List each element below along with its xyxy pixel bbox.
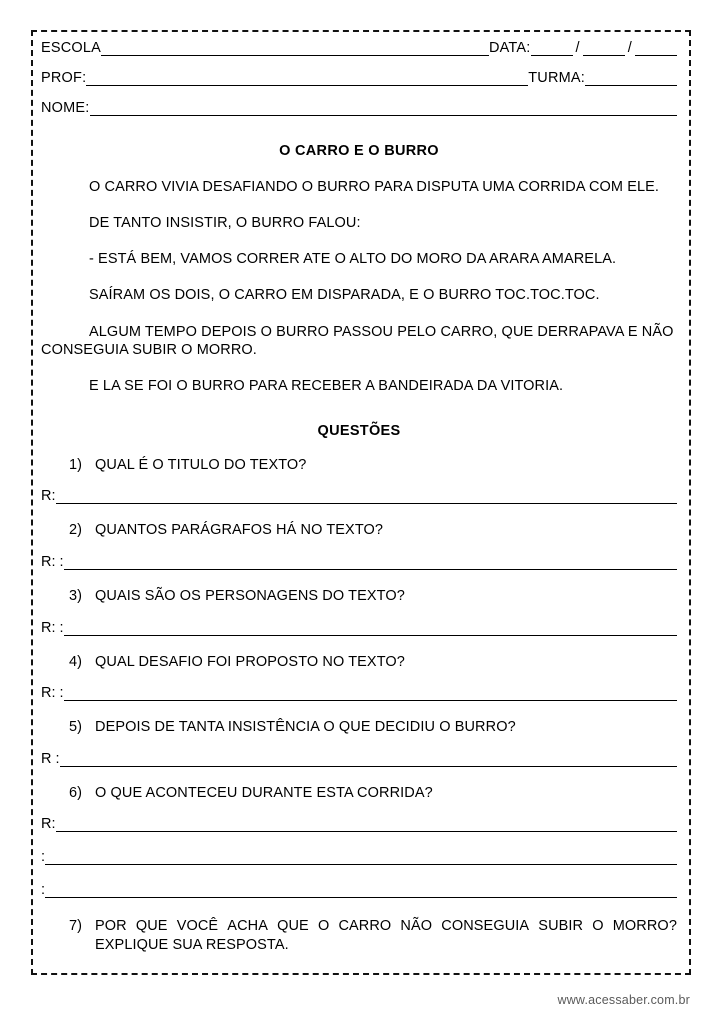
answer-input-line[interactable] bbox=[45, 851, 677, 865]
question-text-line-2: EXPLIQUE SUA RESPOSTA. bbox=[95, 936, 289, 953]
question-text: QUAL É O TITULO DO TEXTO? bbox=[95, 456, 307, 473]
answer-label: R : bbox=[41, 750, 60, 767]
story-paragraph: ALGUM TEMPO DEPOIS O BURRO PASSOU PELO CARRO, QUE DERRAPAVA E NÃO CONSEGUIA SUBIR O MORRO. bbox=[41, 323, 674, 358]
answer-row bbox=[41, 849, 677, 866]
answer-label: : bbox=[41, 849, 46, 866]
question-text: O QUE ACONTECEU DURANTE ESTA CORRIDA? bbox=[95, 784, 433, 801]
date-separator-1: / bbox=[575, 40, 580, 56]
answer-label: : bbox=[41, 882, 46, 899]
question-number: 6) bbox=[69, 784, 83, 801]
prof-label: PROF: bbox=[41, 70, 87, 86]
answer-input-line[interactable] bbox=[64, 556, 677, 570]
answer-row bbox=[41, 554, 677, 571]
story-paragraph: E LA SE FOI O BURRO PARA RECEBER A BANDEIRADA DA VITORIA. bbox=[89, 377, 564, 394]
question-number: 4) bbox=[69, 653, 83, 670]
question-number: 5) bbox=[69, 719, 83, 736]
story-paragraph: O CARRO VIVIA DESAFIANDO O BURRO PARA DISPUTA UMA CORRIDA COM ELE. bbox=[89, 179, 660, 195]
question-item bbox=[41, 653, 677, 672]
question-item bbox=[41, 456, 677, 475]
question-number: 3) bbox=[69, 587, 83, 604]
answer-label: R: bbox=[41, 488, 56, 505]
answer-input-line[interactable] bbox=[60, 753, 677, 767]
date-separator-2: / bbox=[627, 40, 632, 56]
question-text-line-1: POR QUE VOCÊ ACHA QUE O CARRO NÃO CONSEGUIA SUBIR O MORRO? bbox=[95, 918, 677, 935]
prof-input-line[interactable] bbox=[86, 72, 528, 86]
answer-input-line[interactable] bbox=[64, 622, 677, 636]
nome-label: NOME: bbox=[41, 100, 90, 116]
question-text: QUAL DESAFIO FOI PROPOSTO NO TEXTO? bbox=[95, 653, 405, 670]
worksheet-content bbox=[31, 30, 691, 975]
answer-label: R: : bbox=[41, 553, 64, 570]
question-item bbox=[41, 521, 677, 540]
question-number: 1) bbox=[69, 456, 83, 473]
question-text: QUANTOS PARÁGRAFOS HÁ NO TEXTO? bbox=[95, 522, 384, 539]
escola-label: ESCOLA bbox=[41, 40, 102, 56]
answer-row bbox=[41, 488, 677, 505]
question-number: 7) bbox=[69, 918, 83, 935]
story-paragraph: SAÍRAM OS DOIS, O CARRO EM DISPARADA, E O BURRO TOC.TOC.TOC. bbox=[89, 287, 600, 304]
answer-row bbox=[41, 685, 677, 702]
nome-input-line[interactable] bbox=[90, 102, 677, 116]
question-text: DEPOIS DE TANTA INSISTÊNCIA O QUE DECIDIU O BURRO? bbox=[95, 719, 516, 736]
question-item bbox=[41, 917, 677, 954]
question-item bbox=[41, 784, 677, 803]
story-paragraph: DE TANTO INSISTIR, O BURRO FALOU: bbox=[89, 215, 361, 232]
answer-label: R: : bbox=[41, 619, 64, 636]
answer-row bbox=[41, 620, 677, 637]
data-year-input-line[interactable] bbox=[635, 42, 677, 56]
answer-row bbox=[41, 816, 677, 833]
data-month-input-line[interactable] bbox=[583, 42, 625, 56]
turma-input-line[interactable] bbox=[585, 72, 677, 86]
turma-label: TURMA: bbox=[528, 70, 585, 86]
answer-input-line[interactable] bbox=[45, 884, 677, 898]
answer-input-line[interactable] bbox=[56, 490, 678, 504]
answer-row bbox=[41, 882, 677, 899]
header-row-escola-data bbox=[41, 40, 677, 57]
question-text: QUAIS SÃO OS PERSONAGENS DO TEXTO? bbox=[95, 587, 405, 604]
story-title: O CARRO E O BURRO bbox=[279, 143, 439, 159]
question-text bbox=[95, 917, 677, 954]
question-number: 2) bbox=[69, 522, 83, 539]
footer-website: www.acessaber.com.br bbox=[557, 993, 690, 1007]
question-item bbox=[41, 587, 677, 606]
data-label: DATA: bbox=[488, 40, 531, 56]
story-paragraph: - ESTÁ BEM, VAMOS CORRER ATE O ALTO DO MORO DA ARARA AMARELA. bbox=[89, 251, 617, 268]
question-item bbox=[41, 718, 677, 737]
answer-label: R: : bbox=[41, 685, 64, 702]
answer-input-line[interactable] bbox=[56, 818, 678, 832]
answer-row bbox=[41, 751, 677, 768]
header-row-prof-turma bbox=[41, 70, 677, 87]
data-day-input-line[interactable] bbox=[531, 42, 573, 56]
answer-input-line[interactable] bbox=[64, 687, 677, 701]
answer-label: R: bbox=[41, 816, 56, 833]
questions-title: QUESTÕES bbox=[317, 422, 401, 439]
header-row-nome bbox=[41, 100, 677, 117]
escola-input-line[interactable] bbox=[101, 42, 489, 56]
